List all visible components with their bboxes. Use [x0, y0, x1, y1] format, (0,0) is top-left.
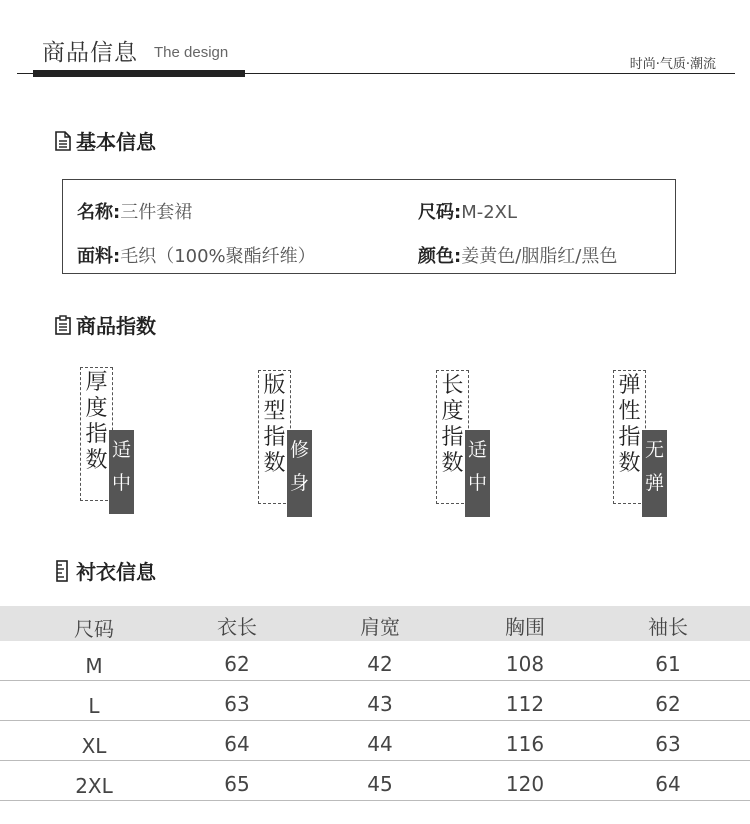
ruler-icon: [55, 560, 71, 582]
index-label: 厚度指数: [80, 367, 113, 501]
row-divider: [0, 760, 750, 761]
header-accent-bar: [33, 70, 245, 77]
table-cell: 2XL: [75, 774, 113, 798]
info-name: 名称:三件套裙: [77, 202, 193, 223]
index-value: 无弹: [642, 430, 667, 517]
table-cell: XL: [81, 734, 107, 758]
index-value: 适中: [109, 430, 134, 514]
table-cell: 64: [655, 772, 681, 796]
table-cell: 62: [224, 652, 250, 676]
column-header: 肩宽: [360, 615, 400, 639]
table-cell: L: [88, 694, 100, 718]
page-subtitle: The design: [154, 44, 229, 61]
table-cell: 45: [367, 772, 393, 796]
page-title: 商品信息: [42, 40, 138, 66]
row-divider: [0, 800, 750, 801]
row-divider: [0, 680, 750, 681]
row-divider: [0, 720, 750, 721]
document-icon: [55, 131, 71, 151]
column-header: 袖长: [648, 615, 688, 639]
table-cell: 42: [367, 652, 393, 676]
column-header: 衣长: [217, 615, 257, 639]
table-cell: 116: [505, 732, 545, 756]
shirt-info-heading: [55, 556, 156, 585]
table-cell: 44: [367, 732, 393, 756]
table-cell: M: [85, 654, 103, 678]
table-cell: 120: [505, 772, 545, 796]
table-cell: 64: [224, 732, 250, 756]
info-color: 颜色:姜黄色/胭脂红/黑色: [418, 246, 618, 267]
product-index-heading: [55, 310, 156, 339]
table-cell: 63: [655, 732, 681, 756]
table-cell: 63: [224, 692, 250, 716]
index-label: 长度指数: [436, 370, 469, 504]
basic-info-heading: [55, 126, 156, 155]
product-index-heading-text: 商品指数: [76, 314, 156, 338]
index-value: 适中: [465, 430, 490, 517]
table-cell: 112: [505, 692, 545, 716]
shirt-info-heading-text: 衬衣信息: [76, 560, 156, 584]
table-cell: 62: [655, 692, 681, 716]
index-label: 版型指数: [258, 370, 291, 504]
table-cell: 65: [224, 772, 250, 796]
table-cell: 43: [367, 692, 393, 716]
basic-info-heading-text: 基本信息: [76, 130, 156, 154]
clipboard-icon: [55, 315, 71, 335]
info-size: 尺码:M-2XL: [418, 202, 518, 223]
column-header: 尺码: [74, 617, 114, 641]
index-value: 修身: [287, 430, 312, 517]
info-fabric: 面料:毛织（100%聚酯纤维）: [77, 246, 316, 267]
index-label: 弹性指数: [613, 370, 646, 504]
table-cell: 108: [505, 652, 545, 676]
table-cell: 61: [655, 652, 681, 676]
column-header: 胸围: [505, 615, 545, 639]
tagline: 时尚·气质·潮流: [629, 57, 716, 72]
